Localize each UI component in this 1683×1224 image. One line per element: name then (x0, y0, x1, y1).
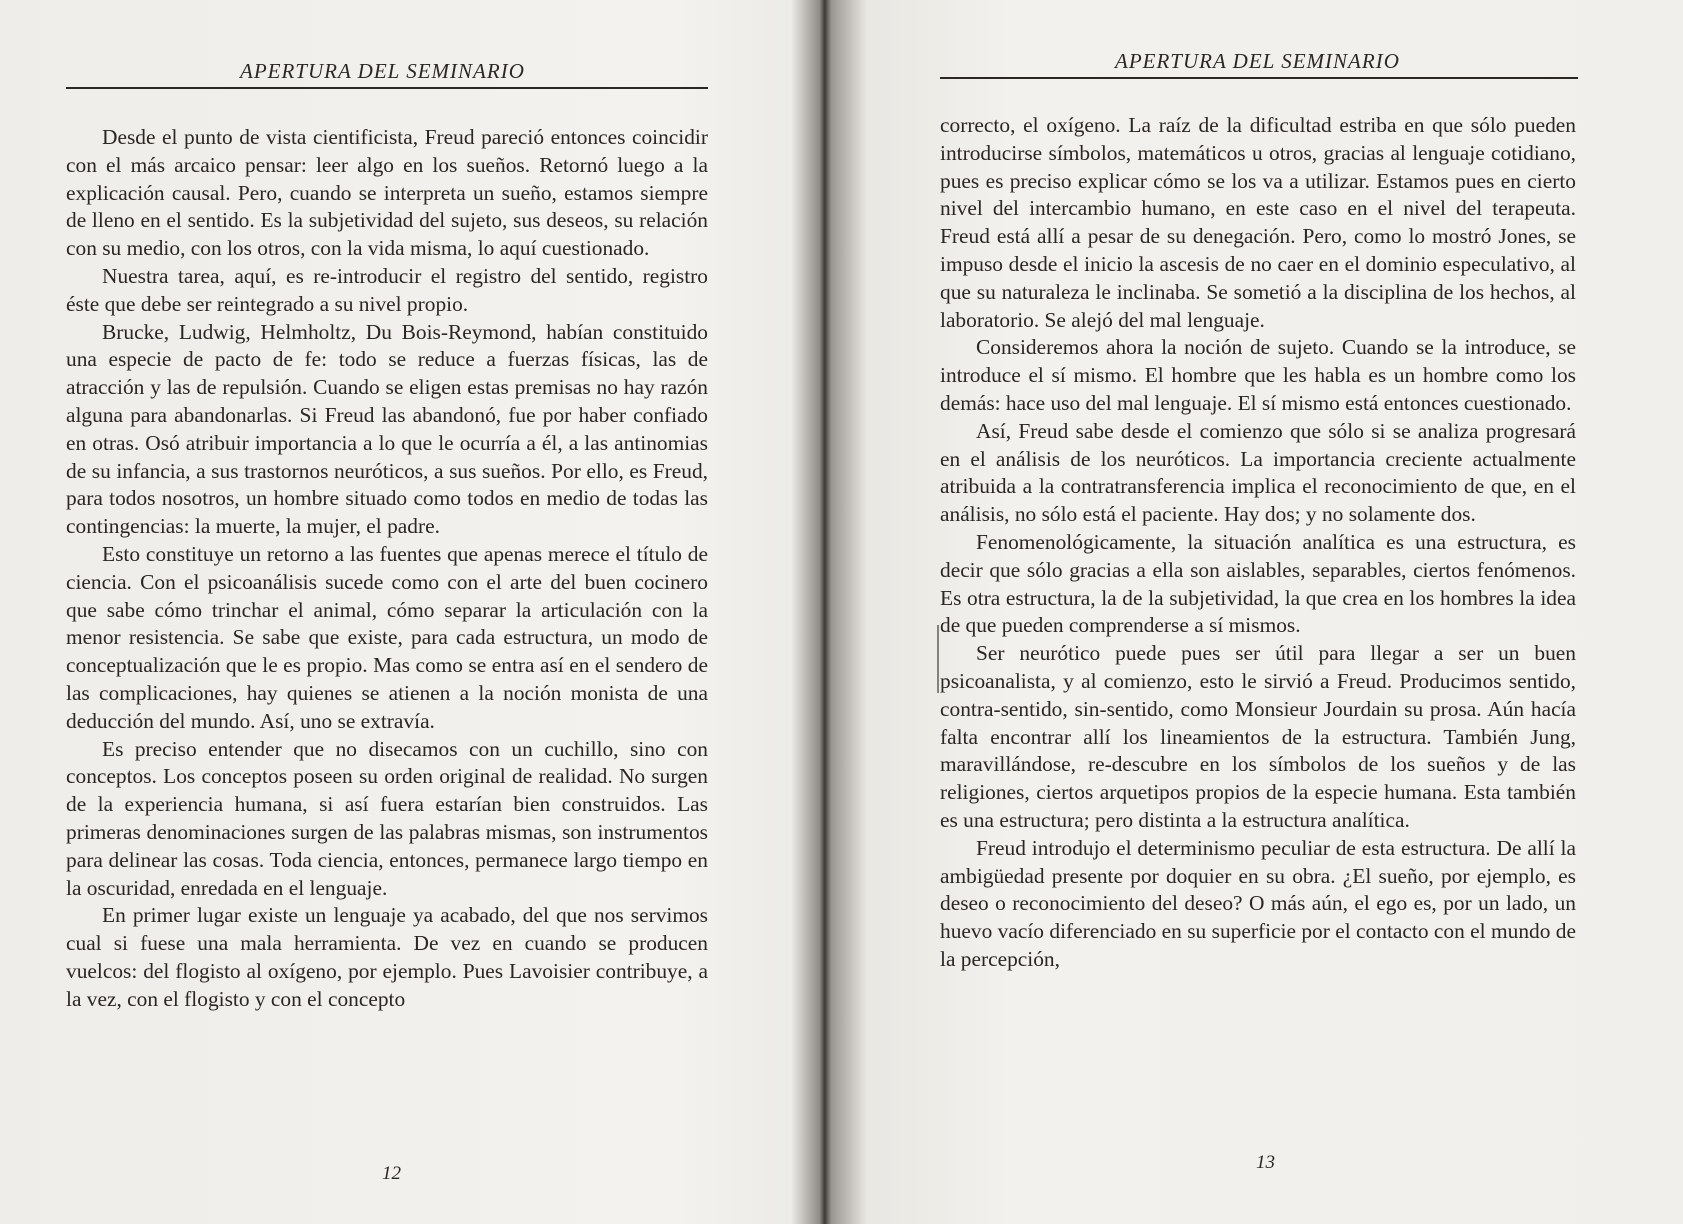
header-rule (66, 87, 708, 89)
page-number: 13 (1256, 1152, 1275, 1173)
paragraph: Freud introdujo el determinismo peculiar de esta estructura. De allí la ambigüedad presente por doquier en su obra. ¿El sueño, por ejemplo, es deseo o reconocimiento del deseo? O más aún, el ego es, por un lado, un huevo vacío diferenciado en su superficie por el contacto con el mundo de la percepción, (940, 835, 1576, 971)
paragraph: Es preciso entender que no disecamos con un cuchillo, sino con conceptos. Los conceptos poseen su orden original de realidad. No surgen de la experiencia humana, si así fuera estarían bien construidos. Las primeras denominaciones surgen de las palabras mismas, son instrumentos para delinear las cosas. Toda ciencia, entonces, permanece largo tiempo en la oscuridad, enredada en el lenguaje. (66, 736, 708, 900)
left-page (0, 0, 835, 1224)
paragraph: Nuestra tarea, aquí, es re-introducir el registro del sentido, registro éste que debe ser reintegrado a su nivel propio. (66, 263, 708, 316)
running-head: APERTURA DEL SEMINARIO (240, 59, 525, 83)
right-page (845, 0, 1683, 1224)
body-text (66, 124, 708, 1014)
header-rule (940, 77, 1578, 79)
paragraph-continuation: correcto, el oxígeno. La raíz de la dificultad estriba en que sólo pueden introducirse símbolos, matemáticos u otros, gracias al lenguaje cotidiano, pues es preciso explicar cómo se los va a utilizar. Estamos pues en cierto nivel del intercambio humano, en este caso en el nivel del terapeuta. Freud está allí a pesar de su denegación. Pero, como lo mostró Jones, se impuso desde el inicio la ascesis de no caer en el dominio especulativo, al que su naturaleza le inclinaba. Se sometió a la disciplina de los hechos, al laboratorio. Se alejó del mal lenguaje. (940, 113, 1576, 332)
running-head: APERTURA DEL SEMINARIO (1115, 49, 1400, 73)
paragraph: Brucke, Ludwig, Helmholtz, Du Bois-Reymond, habían constituido una especie de pacto de fe: todo se reduce a fuerzas físicas, las de atracción y las de repulsión. Cuando se eligen estas premisas no hay razón alguna para abandonarlas. Si Freud las abandonó, fue por haber confiado en otras. Osó atribuir importancia a lo que le ocurría a él, a las antinomias de su infancia, a sus trastornos neuróticos, a sus sueños. Por ello, es Freud, para todos nosotros, un hombre situado como todos en medio de todas las contingencias: la muerte, la mujer, el padre. (66, 319, 708, 539)
paragraph: En primer lugar existe un lenguaje ya acabado, del que nos servimos cual si fuese una mala herramienta. De vez en cuando se producen vuelcos: del flogisto al oxígeno, por ejemplo. Pues Lavoisier contribuye, a la vez, con el flogisto y con el concepto (66, 903, 708, 1011)
paragraph: Así, Freud sabe desde el comienzo que sólo si se analiza progresará en el análisis de los neuróticos. La importancia creciente actualmente atribuida a la contratransferencia implica el reconocimiento de que, en el análisis, no sólo está el paciente. Hay dos; y no solamente dos. (940, 418, 1576, 527)
page-number: 12 (382, 1163, 401, 1184)
paragraph: Desde el punto de vista cientificista, Freud pareció entonces coincidir con el más arcaico pensar: leer algo en los sueños. Retornó luego a la explicación causal. Pero, cuando se interpreta un sueño, estamos siempre de lleno en el sentido. Es la subjetividad del sujeto, sus deseos, su relación con su medio, con los otros, con la vida misma, lo aquí cuestionado. (66, 125, 708, 261)
paragraph: Consideremos ahora la noción de sujeto. Cuando se la introduce, se introduce el sí mismo. El hombre que les habla es un hombre como los demás: hace uso del mal lenguaje. El sí mismo está entonces cuestionado. (940, 335, 1576, 415)
pencil-margin-mark (937, 625, 939, 693)
paragraph: Ser neurótico puede pues ser útil para llegar a ser un buen psicoanalista, y al comienzo, esto le sirvió a Freud. Producimos sentido, contra-sentido, sin-sentido, como Monsieur Jourdain su prosa. Aún hacía falta encontrar allí los lineamientos de la estructura. También Jung, maravillándose, re-descubre en los símbolos de los sueños y de las religiones, ciertos arquetipos propios de la especie humana. Esta también es una estructura; pero distinta a la estructura analítica. (940, 641, 1576, 832)
paragraph: Esto constituye un retorno a las fuentes que apenas merece el título de ciencia. Con el psicoanálisis sucede como con el arte del buen cocinero que sabe cómo trinchar el animal, cómo separar la articulación con la menor resistencia. Se sabe que existe, para cada estructura, un modo de conceptualización que le es propio. Mas como se entra así en el sendero de las complicaciones, hay quienes se atienen a la noción monista de una deducción del mundo. Así, uno se extravía. (66, 541, 708, 733)
paragraph: Fenomenológicamente, la situación analítica es una estructura, es decir que sólo gracias a ella son aislables, separables, ciertos fenómenos. Es otra estructura, la de la subjetividad, la que crea en los hombres la idea de que pueden comprenderse a sí mismos. (940, 529, 1576, 638)
body-text (940, 112, 1576, 974)
